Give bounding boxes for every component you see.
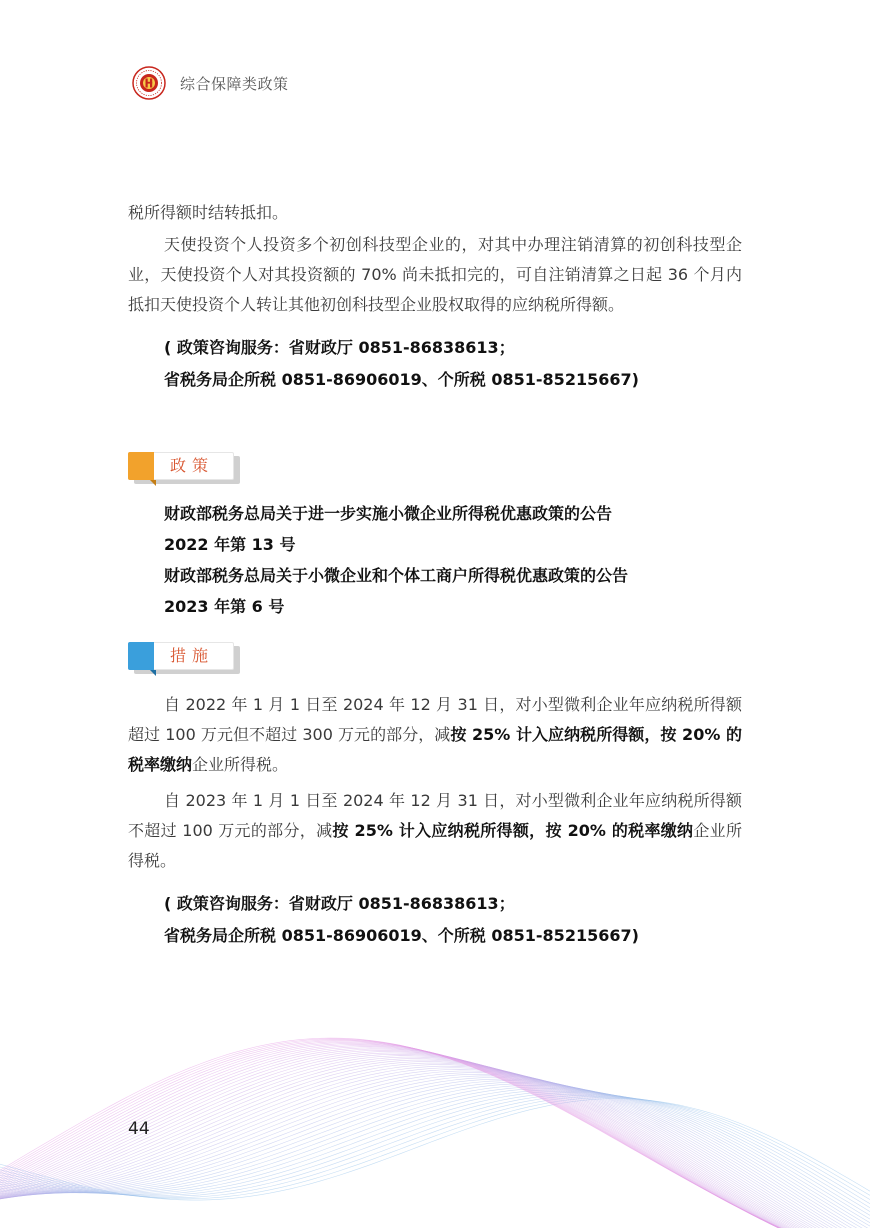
measure-text: 企业所得税。 — [192, 755, 289, 774]
measure-paragraph — [128, 690, 742, 780]
measure-highlight: 按 25% 计入应纳税所得额，按 20% 的税率缴纳 — [128, 725, 742, 774]
contact-line: ( 政策咨询服务：省财政厅 0851-86838613； — [164, 894, 515, 913]
measure-text: 自 2023 年 1 月 1 日至 2024 年 12 月 31 日，对小型微利企业年应纳税所得额不超过 100 万元的部分，减 — [128, 791, 742, 840]
wave-line — [0, 1059, 870, 1228]
contact-line: 省税务局企所税 0851-86906019、个所税 0851-85215667) — [164, 370, 639, 389]
policy-list — [128, 498, 742, 622]
content-body — [128, 198, 742, 952]
measure-text: 企业所得税。 — [128, 821, 742, 870]
page-number: 44 — [128, 1119, 150, 1139]
policy-section-tag — [128, 452, 240, 482]
wave-line — [0, 1066, 870, 1228]
policy-item: 财政部税务总局关于进一步实施小微企业所得税优惠政策的公告 — [164, 504, 613, 523]
wave-line — [0, 1052, 870, 1228]
measure-section-tag — [128, 642, 240, 672]
policy-item: 财政部税务总局关于小微企业和个体工商户所得税优惠政策的公告 — [164, 566, 629, 585]
contact-line: ( 政策咨询服务：省财政厅 0851-86838613； — [164, 338, 515, 357]
measure-paragraph — [128, 786, 742, 876]
policy-item: 2022 年第 13 号 — [164, 535, 296, 554]
measure-text: 自 2022 年 1 月 1 日至 2024 年 12 月 31 日，对小型微利企业年应纳税所得额超过 100 万元但不超过 300 万元的部分，减 — [128, 695, 742, 744]
intro-paragraph: 天使投资个人投资多个初创科技型企业的，对其中办理注销清算的初创科技型企业，天使投资个人对其投资额的 70% 尚未抵扣完的，可自注销清算之日起 36 个月内抵扣天使投资个人转让其他初创科技型企业股权取得的应纳税所得额。 — [128, 235, 742, 314]
wave-line — [0, 1090, 870, 1219]
measure-highlight: 按 25% 计入应纳税所得额，按 20% 的税率缴纳 — [332, 821, 694, 840]
policy-item: 2023 年第 6 号 — [164, 597, 285, 616]
policy-tag-label: 政策 — [170, 456, 215, 475]
tax-emblem-icon — [132, 66, 166, 100]
contact-line: 省税务局企所税 0851-86906019、个所税 0851-85215667) — [164, 926, 639, 945]
page-header — [132, 66, 289, 100]
header-title: 综合保障类政策 — [180, 74, 289, 93]
measure-tag-label: 措施 — [170, 646, 215, 665]
intro-tail: 税所得额时结转抵扣。 — [128, 203, 289, 222]
